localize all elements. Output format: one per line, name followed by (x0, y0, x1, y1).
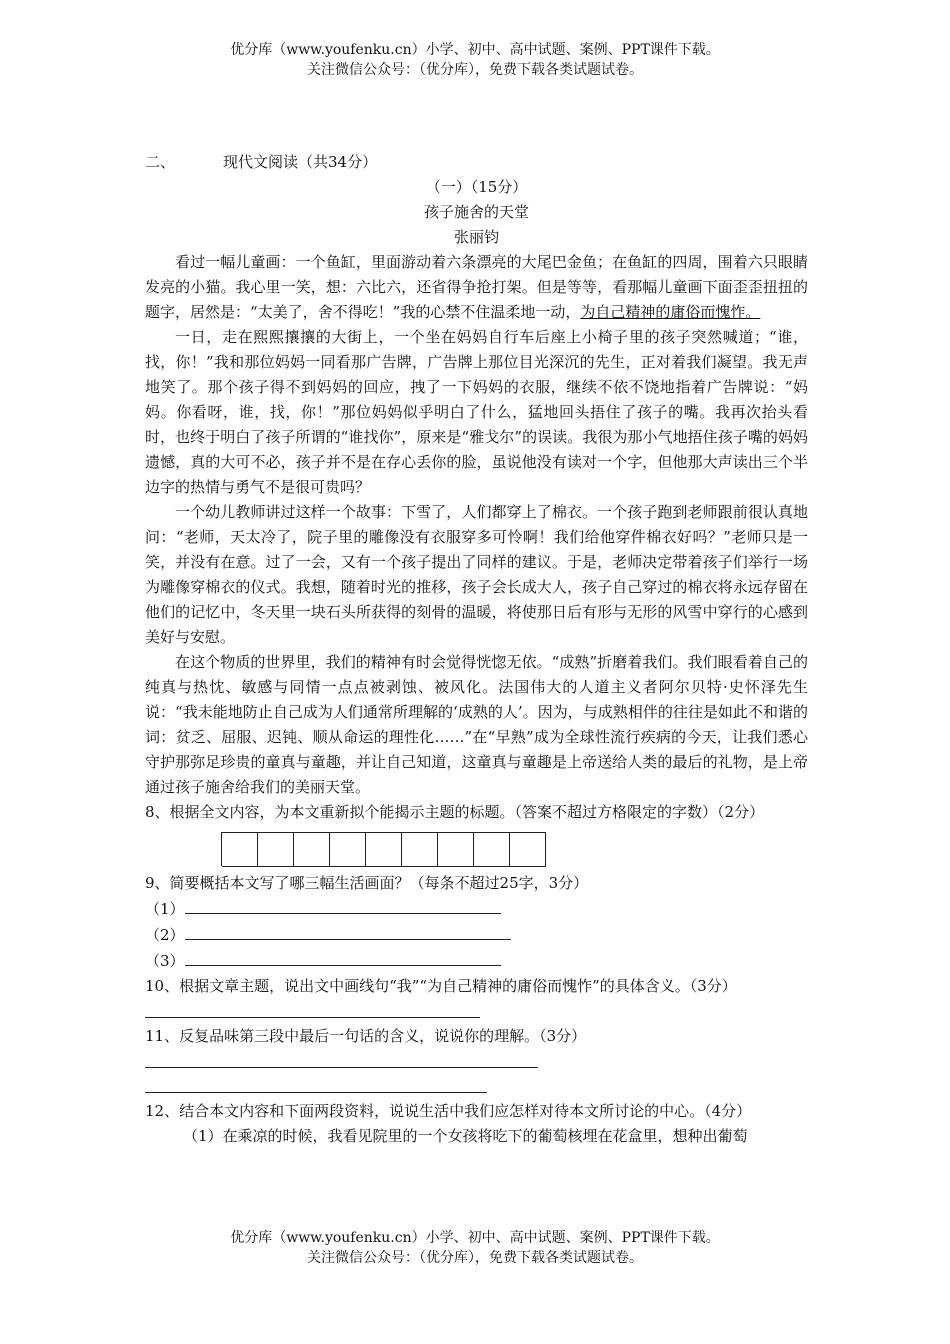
section-number: 二、 (145, 153, 176, 171)
answer-box[interactable] (222, 832, 258, 867)
q9-answer-row-1 (145, 896, 808, 922)
article-paragraph-3: 一个幼儿教师讲过这样一个故事：下雪了，人们都穿上了棉衣。一个孩子跑到老师跟前很认真地问：“老师，天太冷了，院子里的雕像没有衣服穿多可怜啊！我们给他穿件棉衣好吗？”老师只是一笑，并没有在意。过了一会，又有一个孩子提出了同样的建议。于是，老师决定带着孩子们举行一场为雕像穿棉衣的仪式。我想，随着时光的推移，孩子会长成大人，孩子自己穿过的棉衣将永远存留在他们的记忆中，冬天里一块石头所获得的刻骨的温暖，将使那日后有形与无形的风雪中穿行的心感到美好与安慰。 (145, 503, 808, 646)
q9-answer-row-3 (145, 948, 808, 974)
article-paragraph-2: 一日，走在熙熙攘攘的大街上，一个坐在妈妈自行车后座上小椅子里的孩子突然喊道；“谁，找，你！”我和那位妈妈一同看那广告牌，广告牌上那位目光深沉的先生，正对着我们凝望。我无声地笑了。那个孩子得不到妈妈的回应，拽了一下妈妈的衣服，继续不依不饶地指着广告牌说：“妈妈。你看呀，谁，找，你！”那位妈妈似乎明白了什么，猛地回头捂住了孩子的嘴。我再次抬头看时，也终于明白了孩子所谓的“谁找你”，原来是“雅戈尔”的误读。我很为那小气地捂住孩子嘴的妈妈遗憾，真的大可不必，孩子并不是在存心丢你的脸，虽说他没有读对一个字，但他那大声读出三个半边字的热情与勇气不是很可贵吗？ (145, 328, 808, 496)
page-header (0, 40, 950, 80)
answer-box[interactable] (474, 832, 510, 867)
answer-box[interactable] (510, 832, 546, 867)
header-line-1: 优分库（www.youfenku.cn）小学、初中、高中试题、案例、PPT课件下载。 (230, 42, 720, 58)
paragraph-1-text: 看过一幅儿童画：一个鱼缸，里面游动着六条漂亮的大尾巴金鱼；在鱼缸的四周，围着六只眼睛发亮的小猫。我心里一笑，想：六比六，还省得争抢打架。但是等等，看那幅儿童画下面歪歪扭扭的题字，居然是：“太美了，舍不得吃！”我的心禁不住温柔地一动， (145, 253, 808, 321)
answer-box[interactable] (330, 832, 366, 867)
header-line-2: 关注微信公众号：（优分库），免费下载各类试题试卷。 (307, 62, 643, 78)
page-footer (0, 1228, 950, 1268)
q9-item-label: （1） (145, 900, 185, 918)
question-10: 10、根据文章主题，说出文中画线句“我”“为自己精神的庸俗而愧怍”的具体含义。（3分） (145, 977, 737, 995)
main-content (145, 150, 808, 1149)
q9-item-label: （3） (145, 952, 185, 970)
q9-answer-row-2 (145, 922, 808, 948)
answer-box[interactable] (438, 832, 474, 867)
section-heading (145, 150, 808, 175)
answer-box[interactable] (294, 832, 330, 867)
answer-line[interactable] (145, 999, 480, 1018)
underlined-sentence: 为自己精神的庸俗而愧怍。 (580, 303, 761, 321)
article-paragraph-4: 在这个物质的世界里，我们的精神有时会觉得恍惚无依。“成熟”折磨着我们。我们眼看着自己的纯真与热忱、敏感与同情一点点被剥蚀、被风化。法国伟大的人道主义者阿尔贝特·史怀泽先生说：“我未能地防止自己成为人们通常所理解的‘成熟的人’。因为，与成熟相伴的往往是如此不和谐的词：贫乏、屈服、迟钝、顺从命运的理性化……”在“早熟”成为全球性流行疾病的今天，让我们悉心守护那弥足珍贵的童真与童趣，并让自己知道，这童真与童趣是上帝送给人类的最后的礼物，是上帝通过孩子施舍给我们的美丽天堂。 (145, 653, 808, 796)
answer-box[interactable] (258, 832, 294, 867)
answer-box[interactable] (402, 832, 438, 867)
section-title: 现代文阅读（共34分） (223, 153, 378, 171)
part-heading: （一）（15分） (425, 178, 528, 196)
answer-line[interactable] (185, 922, 511, 940)
article-paragraph-1 (145, 250, 808, 325)
answer-line[interactable] (145, 1049, 538, 1068)
question-12: 12、结合本文内容和下面两段资料，说说生活中我们应怎样对待本文所讨论的中心。（4分） (145, 1102, 752, 1120)
answer-line[interactable] (185, 896, 501, 914)
question-8: 8、根据全文内容，为本文重新拟个能揭示主题的标题。（答案不超过方格限定的字数）（2分） (145, 803, 765, 821)
answer-line[interactable] (185, 948, 501, 966)
question-9: 9、简要概括本文写了哪三幅生活画面？（每条不超过25字，3分） (145, 874, 589, 892)
article-title: 孩子施舍的天堂 (423, 203, 529, 221)
q9-item-label: （2） (145, 926, 185, 944)
answer-box[interactable] (366, 832, 402, 867)
answer-grid[interactable] (221, 832, 546, 866)
footer-line-2: 关注微信公众号：（优分库），免费下载各类试题试卷。 (307, 1250, 643, 1266)
answer-line[interactable] (145, 1074, 487, 1093)
footer-line-1: 优分库（www.youfenku.cn）小学、初中、高中试题、案例、PPT课件下载。 (230, 1230, 720, 1246)
q12-material-1: （1）在乘凉的时候，我看见院里的一个女孩将吃下的葡萄核埋在花盒里，想种出葡萄 (183, 1127, 748, 1145)
article-author: 张丽钧 (453, 228, 499, 246)
question-11: 11、反复品味第三段中最后一句话的含义，说说你的理解。（3分） (145, 1027, 587, 1045)
